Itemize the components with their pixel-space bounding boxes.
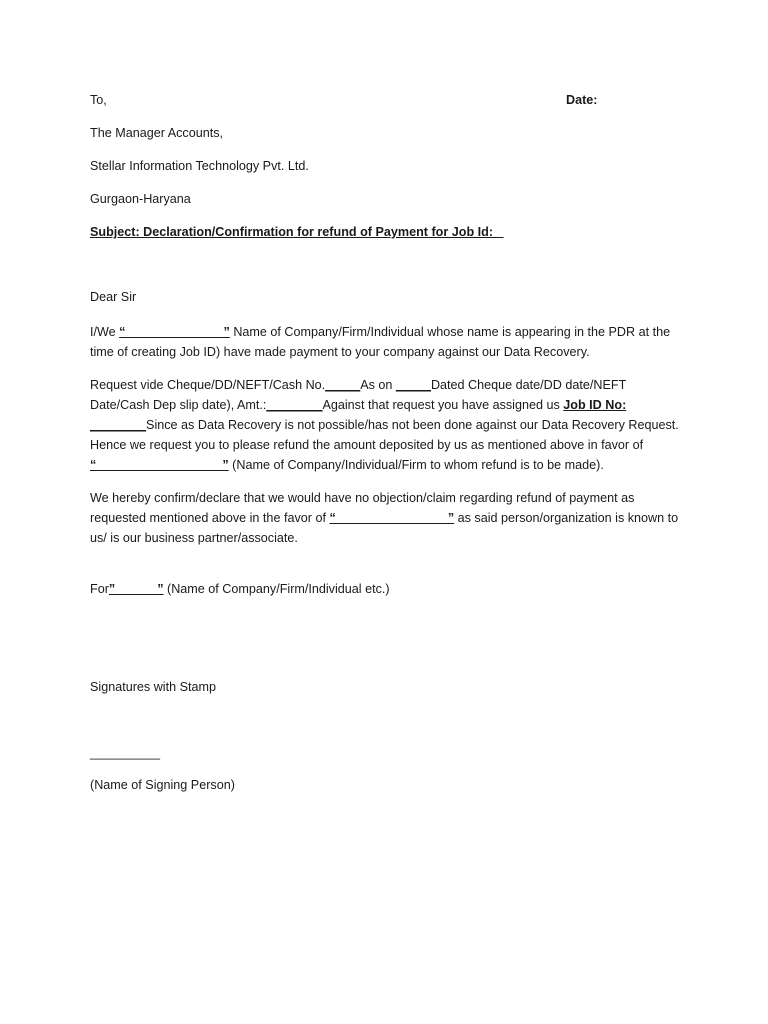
para3-text-1: We hereby confirm/declare that we would have no objection/claim regarding refund of payment as requested mentioned above in the favor of <box>90 491 635 525</box>
para2-text-3: Dated Cheque date/DD date/NEFT Date/Cash Dep slip date), Amt.: <box>90 378 627 412</box>
date-label: Date: <box>566 93 598 107</box>
cheque-number-blank: _____ <box>325 378 361 392</box>
job-id-label: Job ID No: <box>563 398 627 412</box>
para3-text-2: as said person/organization is known to us/ is our business partner/associate. <box>90 511 679 545</box>
subject-line: Subject: Declaration/Confirmation for refund of Payment for Job Id: <box>90 225 504 239</box>
address-line-3: Gurgaon-Haryana <box>90 192 191 206</box>
para2-text-2: As on <box>360 378 396 392</box>
para2-text-6: (Name of Company/Individual/Firm to whom refund is to be made). <box>228 458 604 472</box>
para1-text: Name of Company/Firm/Individual whose name is appearing in the PDR at the time of creating Job ID) have made payment to your company against our Data Recovery. <box>90 325 671 359</box>
as-on-date-blank: _____ <box>395 378 431 392</box>
job-id-blank: ________ <box>90 418 147 432</box>
para2-text-5: Since as Data Recovery is not possible/has not been done against our Data Recovery Request. Hence we request you to please refund the amount deposited by us as mentioned above in favor of <box>90 418 679 452</box>
refund-favor-blank: “__________________” <box>90 458 229 472</box>
for-name-blank: ”______” <box>108 582 164 596</box>
signature-line: __________ <box>90 746 161 760</box>
para2-text-4: Against that request you have assigned us <box>322 398 564 412</box>
para2-text-1: Request vide Cheque/DD/NEFT/Cash No. <box>90 378 326 392</box>
paragraph-request <box>90 375 682 475</box>
paragraph-payment <box>90 322 682 362</box>
to-line: To, <box>90 93 107 107</box>
signing-person-label: (Name of Signing Person) <box>90 778 235 792</box>
paragraph-declaration <box>90 488 682 548</box>
company-name-blank: “______________” <box>119 325 230 339</box>
salutation: Dear Sir <box>90 290 137 304</box>
address-line-1: The Manager Accounts, <box>90 126 224 140</box>
for-line <box>90 582 390 596</box>
for-text: (Name of Company/Firm/Individual etc.) <box>163 582 390 596</box>
address-line-2: Stellar Information Technology Pvt. Ltd. <box>90 159 309 173</box>
declaration-favor-blank: “________________” <box>329 511 455 525</box>
signatures-label: Signatures with Stamp <box>90 680 216 694</box>
for-prefix: For <box>90 582 109 596</box>
para1-prefix: I/We <box>90 325 120 339</box>
amount-blank: ________ <box>266 398 323 412</box>
